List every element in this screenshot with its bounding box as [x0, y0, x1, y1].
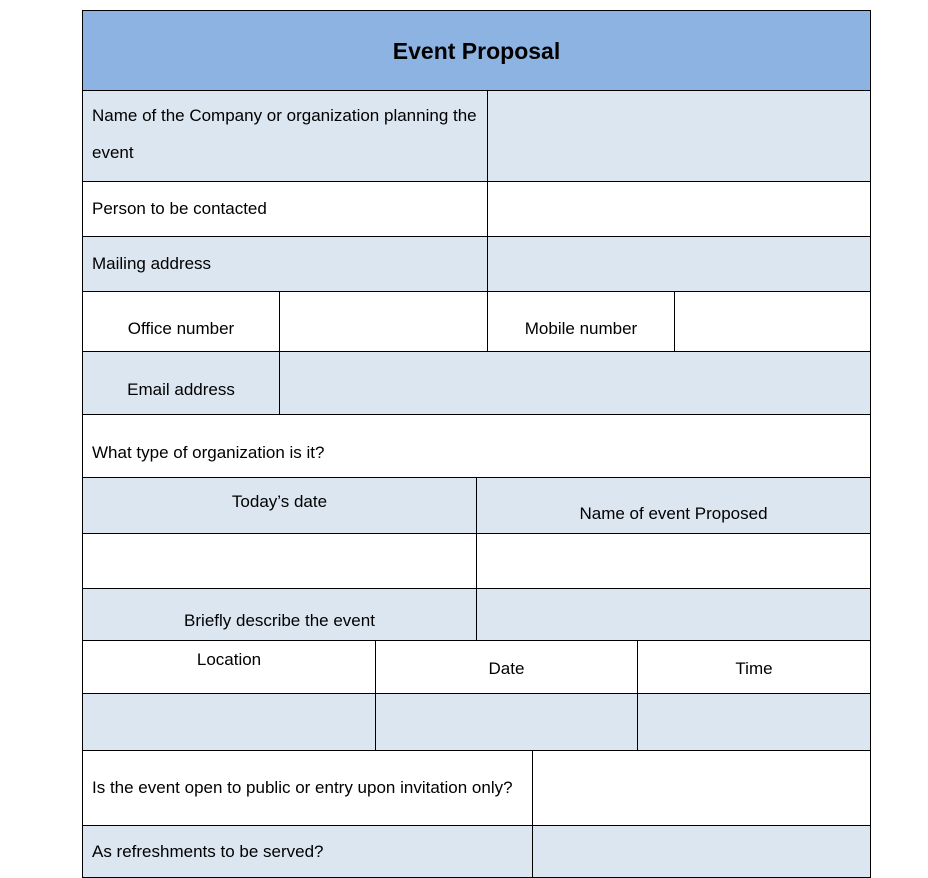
email-address-label: Email address [82, 351, 280, 415]
mobile-number-field[interactable] [674, 291, 871, 352]
mailing-address-field[interactable] [487, 236, 871, 292]
event-name-label: Name of event Proposed [476, 477, 871, 534]
organization-type-label: What type of organization is it? [82, 414, 871, 478]
location-label: Location [82, 640, 376, 694]
company-name-input[interactable] [488, 91, 870, 181]
company-name-field[interactable] [487, 90, 871, 182]
refreshments-field[interactable] [532, 825, 871, 878]
mailing-address-input[interactable] [488, 237, 870, 291]
office-number-field[interactable] [279, 291, 488, 352]
office-number-label: Office number [82, 291, 280, 352]
mobile-number-input[interactable] [675, 292, 870, 351]
date-label: Date [375, 640, 638, 694]
describe-event-input[interactable] [477, 589, 870, 640]
time-input[interactable] [638, 694, 870, 750]
todays-date-label: Today’s date [82, 477, 477, 534]
open-to-public-field[interactable] [532, 750, 871, 826]
date-input[interactable] [376, 694, 637, 750]
refreshments-label: As refreshments to be served? [82, 825, 533, 878]
event-name-input[interactable] [477, 534, 870, 588]
event-proposal-form [82, 10, 871, 878]
contact-person-label: Person to be contacted [82, 181, 488, 237]
refreshments-input[interactable] [533, 826, 870, 877]
todays-date-field[interactable] [82, 533, 477, 589]
company-name-label: Name of the Company or organization planning the event [82, 90, 488, 182]
open-to-public-label: Is the event open to public or entry upon invitation only? [82, 750, 533, 826]
time-label: Time [637, 640, 871, 694]
describe-event-field[interactable] [476, 588, 871, 641]
todays-date-input[interactable] [83, 534, 476, 588]
open-to-public-input[interactable] [533, 751, 870, 825]
time-field[interactable] [637, 693, 871, 751]
office-number-input[interactable] [280, 292, 487, 351]
mailing-address-label: Mailing address [82, 236, 488, 292]
email-address-field[interactable] [279, 351, 871, 415]
location-field[interactable] [82, 693, 376, 751]
mobile-number-label: Mobile number [487, 291, 675, 352]
contact-person-input[interactable] [488, 182, 870, 236]
describe-event-label: Briefly describe the event [82, 588, 477, 641]
event-name-field[interactable] [476, 533, 871, 589]
contact-person-field[interactable] [487, 181, 871, 237]
date-field[interactable] [375, 693, 638, 751]
location-input[interactable] [83, 694, 375, 750]
form-title: Event Proposal [82, 10, 871, 91]
email-address-input[interactable] [280, 352, 870, 414]
